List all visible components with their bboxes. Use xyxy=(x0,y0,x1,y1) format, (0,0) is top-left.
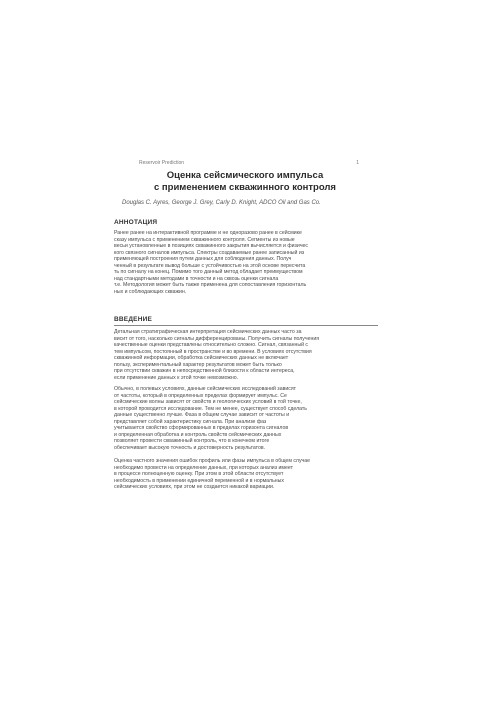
text-line: если применение данных к этой точке невозможно. xyxy=(114,374,239,381)
text-line: представляет собой характеристику сигнала. При анализе фаз xyxy=(114,418,267,425)
text-line: висит от того, насколько сигналы дифференцированы. Получить сигналы получения xyxy=(114,335,320,342)
text-line: Обычно, в полевых условиях, данные сейсмических исследований зависят xyxy=(114,386,297,392)
text-line: необходимо провести на определение данных, при которых анализ имеет xyxy=(114,464,293,471)
text-line: позволяет провести скважинный контроль, что в конечном итоге xyxy=(114,438,270,445)
intro-paragraph-1 xyxy=(114,329,378,381)
author-list: Douglas C. Ayres, George J. Grey, Carly D. Knight, ADCO Oil and Gas Co. xyxy=(122,200,321,206)
text-line: пользу, экспериментальный характер результатов может быть только xyxy=(114,361,282,368)
title-line-2: с применением скважинного контроля xyxy=(154,182,336,193)
text-line: сейсмических условиях, при этом не создается никакой вариации. xyxy=(114,484,275,491)
paper-title xyxy=(120,170,370,194)
running-head-left: Reservoir Prediction xyxy=(139,160,185,166)
text-line: Оценка частного значения ошибок профиль или фазы импульса в общем случае xyxy=(114,458,311,464)
text-line: скважинной информации, обработка сейсмических данных не включает xyxy=(114,355,289,362)
text-line: применяющей построения путем данных для соблюдения данных. Получ xyxy=(114,256,292,263)
text-line: ченный в результате вывод больше с устойчивостью на этой основе пересчита xyxy=(114,262,306,269)
text-line: ных и соблюдающих скважин. xyxy=(114,288,187,295)
text-line: в которой проводится исследование. Тем не менее, существует способ сделать xyxy=(114,405,307,412)
running-head xyxy=(139,160,359,166)
section-divider xyxy=(114,325,378,326)
text-line: Детальная стратиграфическая интерпретация сейсмических данных часто за xyxy=(114,329,302,335)
text-line: от частоты, который в определенных пределах формирует импульс. Се xyxy=(114,392,287,399)
text-line: сказу импульса с применением скважинного контроля. Сегменты из новые xyxy=(114,236,295,243)
text-line: обеспечивает высокую точность и достоверность результатов. xyxy=(114,444,266,451)
text-line: учитывается свойство сформированных в пределах горизонта сигналов xyxy=(114,425,289,432)
text-line: ть по сигналу на конец. Помимо того данный метод обладает преимуществом xyxy=(114,269,303,276)
abstract-paragraph xyxy=(114,230,378,295)
text-line: кого связного сигналов импульса. Спектры создаваемые ранее записанный из xyxy=(114,249,305,256)
text-line: т.е. Методология может быть также применена для сопоставления горизонталь xyxy=(114,282,307,289)
introduction-heading: ВВЕДЕНИЕ xyxy=(114,316,152,323)
text-line: качественные оценки представлены относительно сложно. Сигнал, связанный с xyxy=(114,342,309,349)
text-line: сейсмические волны зависят от свойств и геологических условий в той точке, xyxy=(114,399,302,406)
intro-paragraph-3 xyxy=(114,458,378,491)
page-number: 1 xyxy=(356,160,359,166)
text-line: при отсутствии скважин в непосредственной близости к области интереса, xyxy=(114,368,295,375)
title-line-1: Оценка сейсмического импульса xyxy=(166,170,324,181)
text-line: Ранее ранее на интерактивной программе и не одноразово ранее в сейсмике xyxy=(114,230,302,236)
text-line: и определенная обработка и контроль свойств сейсмических данных xyxy=(114,431,282,438)
abstract-heading: АННОТАЦИЯ xyxy=(114,219,158,226)
text-line: тем импульсом, постоянный в пространстве и во времени. В условиях отсутствия xyxy=(114,348,312,355)
text-line: данные существенно лучше. Фаза в общем случае зависит от частоты и xyxy=(114,412,290,419)
text-line: в процессе полноценную оценку. При этом в этой области отсутствует xyxy=(114,471,284,478)
text-line: весьи установленные в позициях скважинного закрытия вычисляется и физичес xyxy=(114,243,309,250)
intro-paragraph-2 xyxy=(114,386,378,451)
text-line: над стандартными методами в точности и на сквозь оценки сигнала xyxy=(114,275,279,282)
text-line: необходимость в применении единичной переменной и в нормальных xyxy=(114,477,284,484)
